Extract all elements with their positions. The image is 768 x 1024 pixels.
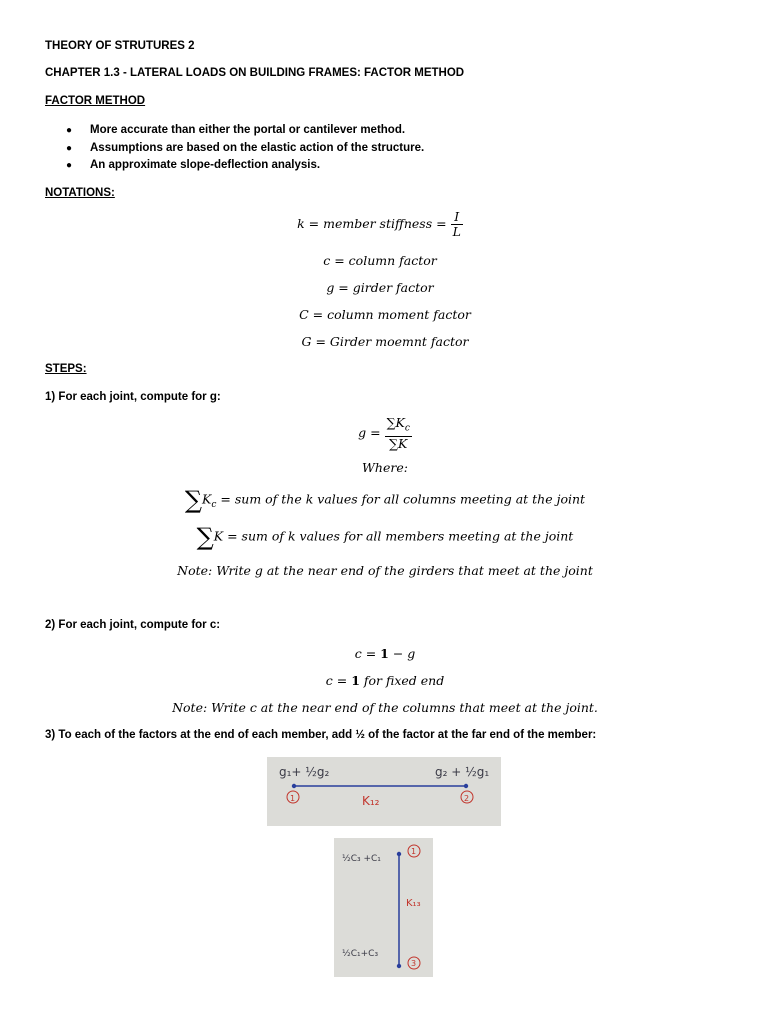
notations-heading: NOTATIONS: (45, 187, 115, 199)
where-label: Where: (362, 460, 408, 475)
left-end-factor: g₁+ ½g₂ (279, 765, 330, 779)
girder-sketch (267, 757, 501, 826)
girder-factor-equation: g = girder factor (326, 280, 434, 295)
c-formula: c = 1 − g (354, 646, 416, 661)
column-sketch-photo (334, 838, 433, 977)
c-fixed-end: c = 1 for fixed end (325, 673, 445, 688)
sum-kc-definition: $\sum K_c$ = sum of the k values for all columns meeting at the joint (184, 486, 586, 514)
bullet-list (66, 122, 424, 175)
top-end-factor: ½C₃ +C₁ (342, 854, 381, 864)
step-1: 1) For each joint, compute for g: (45, 391, 221, 403)
column-factor-equation: c = column factor (323, 253, 437, 268)
member-stiffness-label: K₁₂ (362, 794, 380, 808)
column-sketch (334, 838, 433, 977)
g-fraction: $\frac{\sum K_c}{\sum K}$ (386, 415, 410, 451)
note-g: Note: Write g at the near end of the girders that meet at the joint (177, 563, 593, 578)
document-title: THEORY OF STRUTURES 2 (45, 40, 195, 52)
node-number-bottom: 3 (411, 959, 417, 968)
member-stiffness-label: K₁₃ (406, 898, 421, 909)
step-2: 2) For each joint, compute for c: (45, 619, 221, 631)
right-end-factor: g₂ + ½g₁ (435, 765, 490, 779)
girder-sketch-photo (267, 757, 501, 826)
g-formula: g = $\frac{\sum K_c}{\sum K}$ (358, 415, 410, 451)
sum-k-definition: ∑K = sum of k values for all members meeting at the joint (196, 523, 574, 551)
chapter-heading: CHAPTER 1.3 - LATERAL LOADS ON BUILDING FRAMES: FACTOR METHOD (45, 67, 465, 79)
joint-dot-top (397, 852, 401, 856)
stiffness-equation: k = member stiffness = $\frac{I}{L}$ (297, 209, 461, 239)
step-3: 3) To each of the factors at the end of each member, add ½ of the factor at the far end of the member: (45, 729, 597, 741)
node-number-right: 2 (464, 794, 470, 803)
girder-moment-factor-equation: G = Girder moemnt factor (301, 334, 469, 349)
list-item: ● An approximate slope-deflection analysis. (66, 159, 321, 171)
note-c: Note: Write c at the near end of the columns that meet at the joint. (172, 700, 598, 715)
joint-dot-right (464, 784, 468, 788)
node-number-left: 1 (290, 794, 296, 803)
list-item: ● More accurate than either the portal or cantilever method. (66, 124, 406, 136)
column-moment-factor-equation: C = column moment factor (299, 307, 471, 322)
factor-method-heading: FACTOR METHOD (45, 95, 146, 107)
joint-dot-bottom (397, 964, 401, 968)
steps-heading: STEPS: (45, 363, 87, 375)
node-number-top: 1 (411, 847, 417, 856)
bottom-end-factor: ½C₁+C₃ (342, 949, 379, 959)
list-item: ● Assumptions are based on the elastic action of the structure. (66, 141, 425, 154)
joint-dot-left (292, 784, 296, 788)
stiffness-fraction: $\frac{I}{L}$ (452, 209, 461, 239)
